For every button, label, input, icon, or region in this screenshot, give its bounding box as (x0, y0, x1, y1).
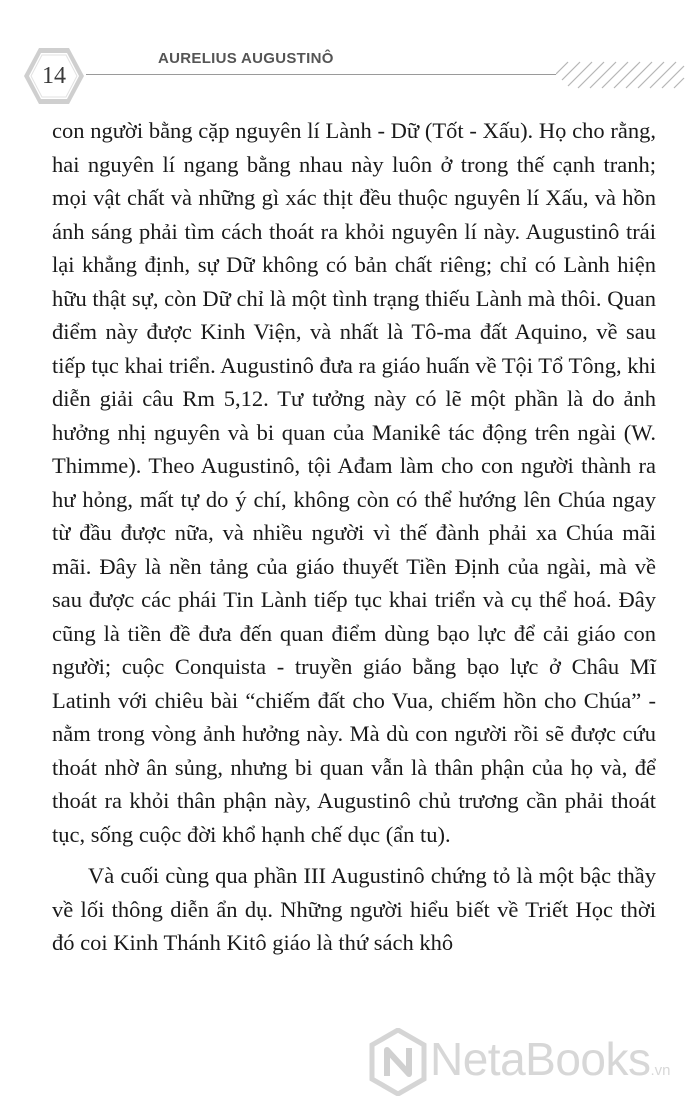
page-header (0, 0, 700, 110)
netabooks-logo-icon (368, 1028, 428, 1096)
running-head-title: AURELIUS AUGUSTINÔ (158, 50, 334, 67)
netabooks-watermark (368, 1022, 698, 1102)
watermark-text (430, 1032, 671, 1086)
page-number-badge (22, 44, 86, 108)
page-body (52, 114, 656, 960)
body-paragraph: Và cuối cùng qua phần III Augustinô chứng tỏ là một bậc thầy về lối thông diễn ẩn dụ. Những người hiểu biết về Triết Học thời đó coi Kinh Thánh Kitô giáo là thứ sách khô (52, 863, 656, 955)
header-rule (86, 74, 556, 75)
watermark-brand: NetaBooks (430, 1033, 651, 1085)
decorative-hatch-icon (556, 60, 686, 90)
watermark-suffix: .vn (650, 1062, 671, 1079)
body-paragraph: con người bằng cặp nguyên lí Lành - Dữ (Tốt - Xấu). Họ cho rằng, hai nguyên lí ngang bằng nhau này luôn ở trong thế cạnh tranh; mọi vật chất và những gì xác thịt đều thuộc nguyên lí Xấu, và hồn ánh sáng phải tìm cách thoát ra khỏi nguyên lí này. Augustinô trái lại khẳng định, sự Dữ không có bản chất riêng; chỉ có Lành hiện hữu thật sự, còn Dữ chỉ là một tình trạng thiếu Lành mà thôi. Quan điểm này được Kinh Viện, và nhất là Tô-ma đất Aquino, về sau tiếp tục khai triển. Augustinô đưa ra giáo huấn về Tội Tổ Tông, khi diễn giải câu Rm 5,12. Tư tưởng này có lẽ một phần là do ảnh hưởng nhị nguyên và bi quan của Manikê tác động trên ngài (W. Thimme). Theo Augustinô, tội Ađam làm cho con người thành ra hư hỏng, mất tự do ý chí, không còn có thể hướng lên Chúa ngay từ đầu được nữa, và nhiều người vì thế đành phải xa Chúa mãi mãi. Đây là nền tảng của giáo thuyết Tiền Định của ngài, mà về sau được các phái Tin Lành tiếp tục khai triển và cụ thể hoá. Đây cũng là tiền đề đưa đến quan điểm dùng bạo lực để cải giáo con người; cuộc Conquista - truyền giáo bằng bạo lực ở Châu Mĩ Latinh với chiêu bài “chiếm đất cho Vua, chiếm hồn cho Chúa” - nằm trong vòng ảnh hưởng này. Mà dù con người rồi sẽ được cứu thoát nhờ ân sủng, nhưng bi quan vẫn là thân phận của họ và, để thoát ra khỏi thân phận này, Augustinô chủ trương cần phải thoát tục, sống cuộc đời khổ hạnh chế dục (ẩn tu). (52, 118, 656, 847)
page-number: 14 (42, 63, 66, 89)
